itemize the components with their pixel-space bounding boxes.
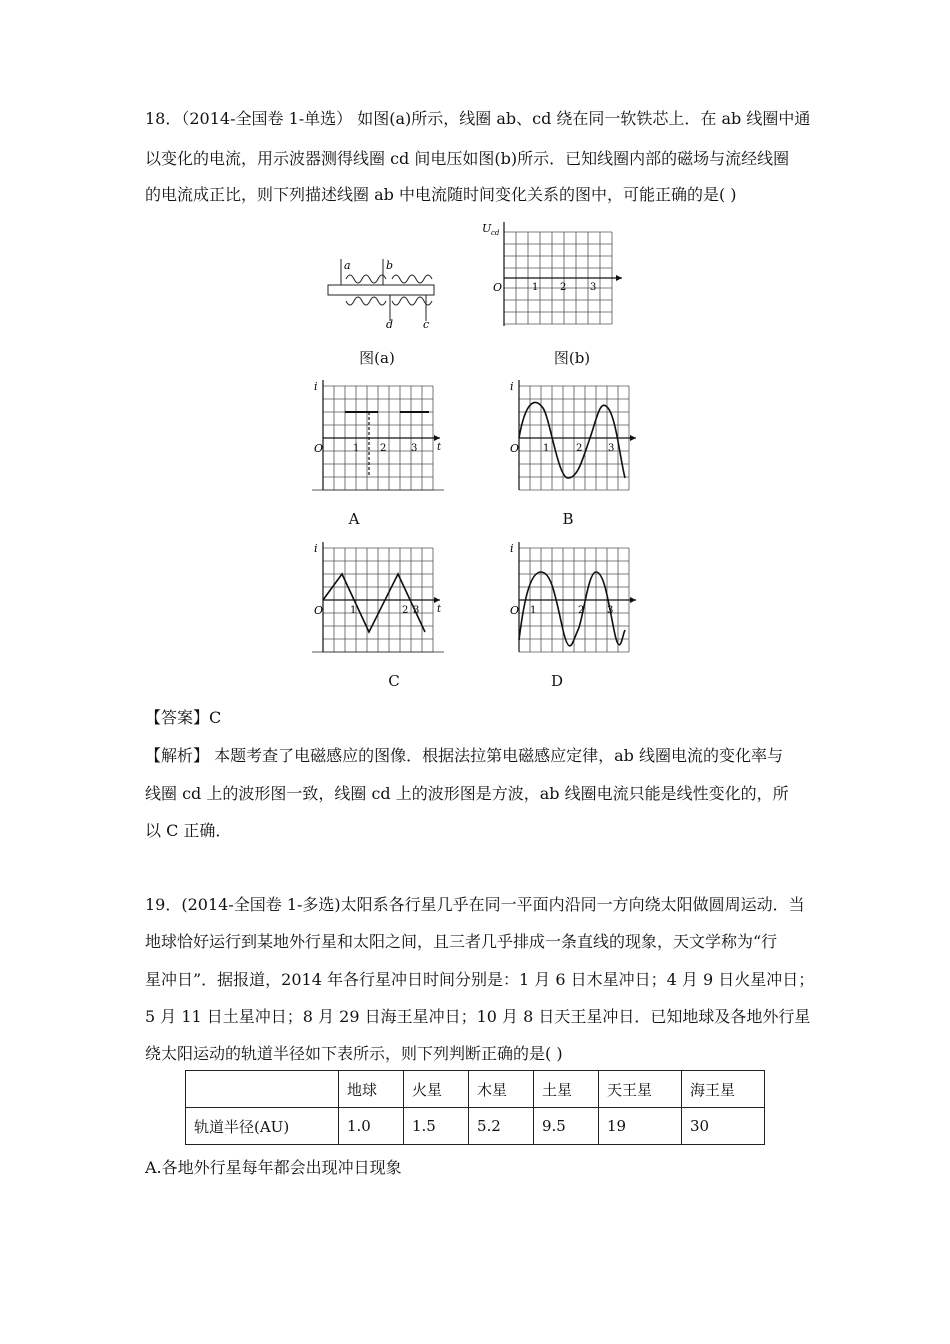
q18-line-3: 的电流成正比，则下列描述线圈 ab 中电流随时间变化关系的图中，可能正确的是( ): [145, 185, 737, 204]
option-d-tick-1: 1: [530, 605, 537, 616]
coil-label-c: c: [423, 318, 430, 330]
figure-b-voltage-graph: [480, 218, 626, 330]
option-a-origin: O: [314, 442, 324, 455]
option-a-graph: [312, 378, 444, 494]
q19-line-4: 5 月 11 日土星冲日；8 月 29 日海王星冲日；10 月 8 日天王星冲日．已知地球及各地外行星: [145, 1007, 811, 1026]
table-cell: 19: [599, 1108, 682, 1145]
table-cell: 5.2: [469, 1108, 534, 1145]
option-b-graph: [508, 378, 640, 494]
table-row: [186, 1108, 765, 1145]
option-c-graph: [312, 540, 444, 656]
option-c-tick-2: 2: [402, 605, 409, 616]
table-header-cell: 天王星: [599, 1071, 682, 1108]
option-b-label: B: [562, 510, 574, 528]
option-d-origin: O: [510, 604, 520, 617]
option-a-tick-1: 1: [353, 443, 360, 454]
option-d-tick-2: 2: [578, 605, 585, 616]
option-a-tick-3: 3: [411, 443, 418, 454]
q19-line-5: 绕太阳运动的轨道半径如下表所示，则下列判断正确的是( ): [145, 1044, 563, 1063]
table-header-cell: 土星: [534, 1071, 599, 1108]
table-row-label: 轨道半径(AU): [186, 1108, 339, 1145]
table-header-cell: 海王星: [682, 1071, 765, 1108]
q19-line-3: 星冲日”．据报道，2014 年各行星冲日时间分别是：1 月 6 日木星冲日；4 月 9 日火星冲日；: [145, 970, 815, 989]
table-header-row: [186, 1071, 765, 1108]
option-c-label: C: [388, 672, 400, 690]
fig-b-ylabel-sub: cd: [491, 229, 500, 237]
option-b-tick-2: 2: [576, 443, 583, 454]
coil-label-a: a: [344, 259, 351, 272]
table-header-cell: 木星: [469, 1071, 534, 1108]
table-cell: 1.5: [404, 1108, 469, 1145]
q18-analysis-line-2: 线圈 cd 上的波形图一致，线圈 cd 上的波形图是方波，ab 线圈电流只能是线性变化的，所: [145, 784, 789, 803]
table-cell: 9.5: [534, 1108, 599, 1145]
option-a-tick-2: 2: [380, 443, 387, 454]
option-b-tick-1: 1: [543, 443, 550, 454]
option-c-tick-1: 1: [350, 605, 357, 616]
option-c-tick-3: 3: [413, 605, 420, 616]
q19-line-2: 地球恰好运行到某地外行星和太阳之间，且三者几乎排成一条直线的现象，天文学称为“行: [145, 932, 778, 951]
figure-a-caption: 图(a): [359, 349, 395, 367]
option-c-ylabel: i: [314, 542, 318, 555]
q18-line-1: 18．（2014-全国卷 1-单选） 如图(a)所示，线圈 ab、cd 绕在同一软铁芯上．在 ab 线圈中通: [145, 109, 811, 128]
table-cell: 1.0: [339, 1108, 404, 1145]
coil-label-b: b: [386, 259, 394, 272]
table-header-cell: 火星: [404, 1071, 469, 1108]
orbit-radius-table: [185, 1070, 765, 1145]
q18-analysis-line-3: 以 C 正确．: [145, 821, 232, 840]
q18-line-2: 以变化的电流，用示波器测得线圈 cd 间电压如图(b)所示．已知线圈内部的磁场与流经线圈: [145, 149, 790, 168]
option-a-label: A: [348, 510, 360, 528]
fig-b-ylabel: U: [482, 222, 492, 235]
option-b-ylabel: i: [510, 380, 514, 393]
option-a-xlabel: t: [437, 442, 442, 453]
option-a-ylabel: i: [314, 380, 318, 393]
fig-b-tick-2: 2: [560, 282, 567, 293]
q18-answer: 【答案】C: [145, 708, 222, 727]
option-b-origin: O: [510, 442, 520, 455]
option-c-origin: O: [314, 604, 324, 617]
fig-b-tick-1: 1: [532, 282, 539, 293]
q18-analysis-line-1: 【解析】 本题考查了电磁感应的图像．根据法拉第电磁感应定律，ab 线圈电流的变化率与: [145, 746, 783, 765]
fig-b-tick-3: 3: [590, 282, 597, 293]
table-cell: 30: [682, 1108, 765, 1145]
q19-option-a: A.各地外行星每年都会出现冲日现象: [145, 1158, 402, 1177]
coil-label-d: d: [386, 318, 394, 330]
option-d-ylabel: i: [510, 542, 514, 555]
option-c-xlabel: t: [437, 604, 442, 615]
figure-b-caption: 图(b): [553, 349, 591, 367]
table-header-cell: 地球: [339, 1071, 404, 1108]
option-b-tick-3: 3: [608, 443, 615, 454]
q19-line-1: 19．(2014-全国卷 1-多选)太阳系各行星几乎在同一平面内沿同一方向绕太阳做圆周运动．当: [145, 895, 805, 914]
option-d-tick-3: 3: [607, 605, 614, 616]
table-header-cell: [186, 1071, 339, 1108]
option-d-label: D: [550, 672, 564, 690]
figure-a-coils: [326, 255, 438, 330]
option-d-graph: [508, 540, 640, 656]
fig-b-origin: O: [493, 281, 503, 294]
